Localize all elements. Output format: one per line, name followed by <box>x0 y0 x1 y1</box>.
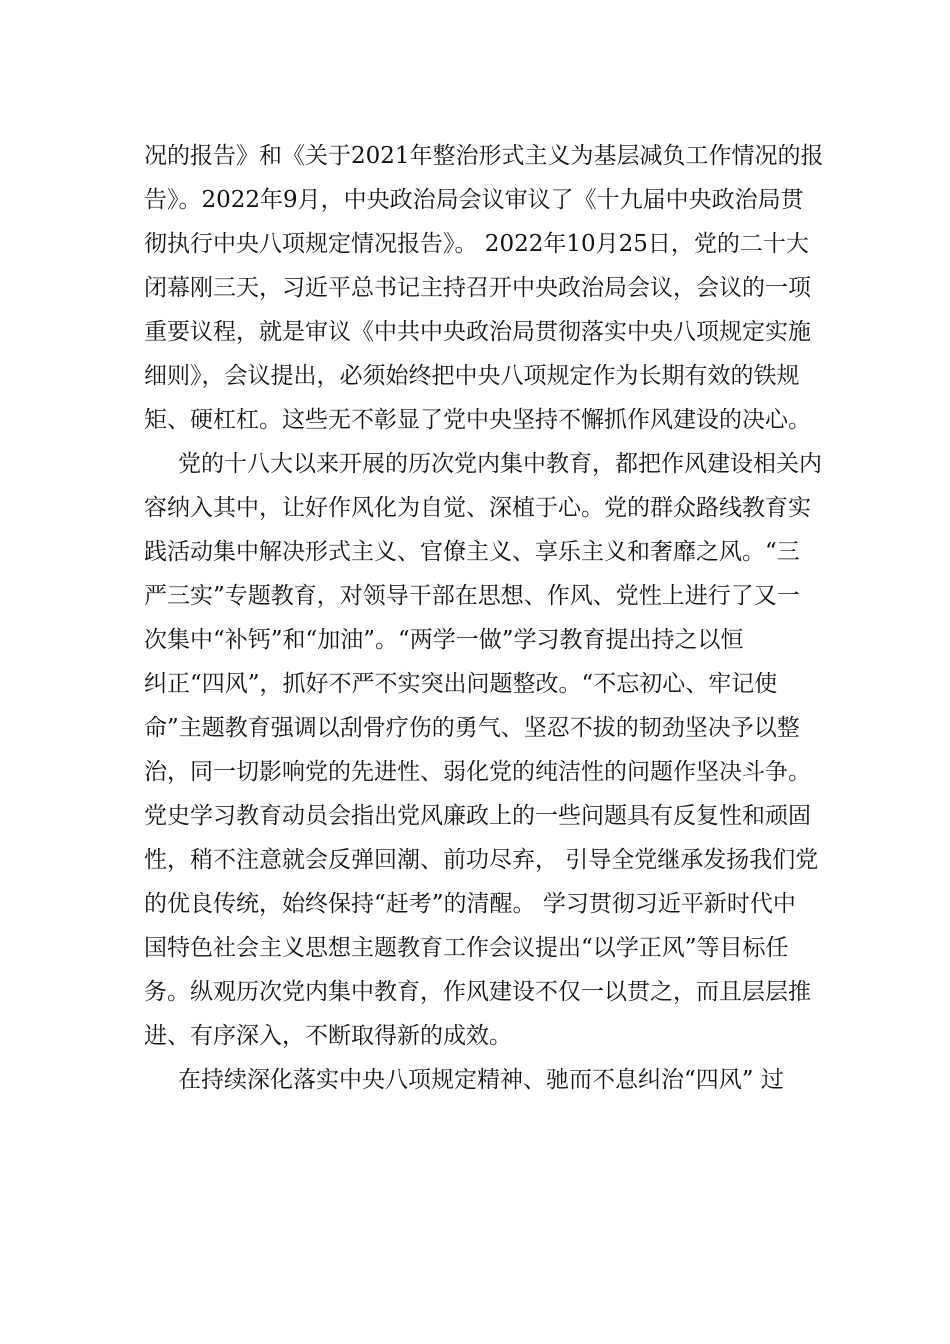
text-line: 党史学习教育动员会指出党风廉政上的一些问题具有反复性和顽固 <box>144 803 811 829</box>
text-line: 告》。2022年9月，中央政治局会议审议了《十九届中央政治局贯 <box>144 187 804 213</box>
text-line: 闭幕刚三天，习近平总书记主持召开中央政治局会议，会议的一项 <box>144 275 811 301</box>
text-line: 容纳入其中，让好作风化为自觉、深植于心。党的群众路线教育实 <box>144 495 811 521</box>
text-line: 践活动集中解决形式主义、官僚主义、享乐主义和奢靡之风。“三 <box>144 539 800 565</box>
text-line: 彻执行中央八项规定情况报告》。 2022年10月25日，党的二十大 <box>144 231 809 257</box>
text-line: 次集中“补钙”和“加油”。“两学一做”学习教育提出持之以恒 <box>144 627 744 653</box>
paragraph-start-line: 党的十八大以来开展的历次党内集中教育，都把作风建设相关内 <box>178 451 822 477</box>
text-line: 重要议程，就是审议《中共中央政治局贯彻落实中央八项规定实施 <box>144 319 811 345</box>
paragraph-start-line: 在持续深化落实中央八项规定精神、驰而不息纠治“四风” 过 <box>178 1067 784 1093</box>
text-line: 性，稍不注意就会反弹回潮、前功尽弃， 引导全党继承发扬我们党 <box>144 847 819 873</box>
text-line: 命”主题教育强调以刮骨疗伤的勇气、坚忍不拔的韧劲坚决予以整 <box>144 715 800 741</box>
text-line: 矩、硬杠杠。这些无不彰显了党中央坚持不懈抓作风建设的决心。 <box>144 407 811 433</box>
text-line: 的优良传统，始终保持“赶考”的清醒。 学习贯彻习近平新时代中 <box>144 891 796 917</box>
text-line: 纠正“四风”，抓好不严不实突出问题整改。“不忘初心、牢记使 <box>144 671 778 697</box>
text-line: 细则》，会议提出，必须始终把中央八项规定作为长期有效的铁规 <box>144 363 800 389</box>
text-line: 务。纵观历次党内集中教育，作风建设不仅一以贯之，而且层层推 <box>144 979 811 1005</box>
text-line: 治，同一切影响党的先进性、弱化党的纯洁性的问题作坚决斗争。 <box>144 759 811 785</box>
text-line: 况的报告》和《关于2021年整治形式主义为基层减负工作情况的报 <box>144 143 824 169</box>
text-line: 进、有序深入，不断取得新的成效。 <box>144 1023 512 1049</box>
text-line: 国特色社会主义思想主题教育工作会议提出“以学正风”等目标任 <box>144 935 789 961</box>
text-line: 严三实”专题教育，对领导干部在思想、作风、党性上进行了又一 <box>144 583 800 609</box>
